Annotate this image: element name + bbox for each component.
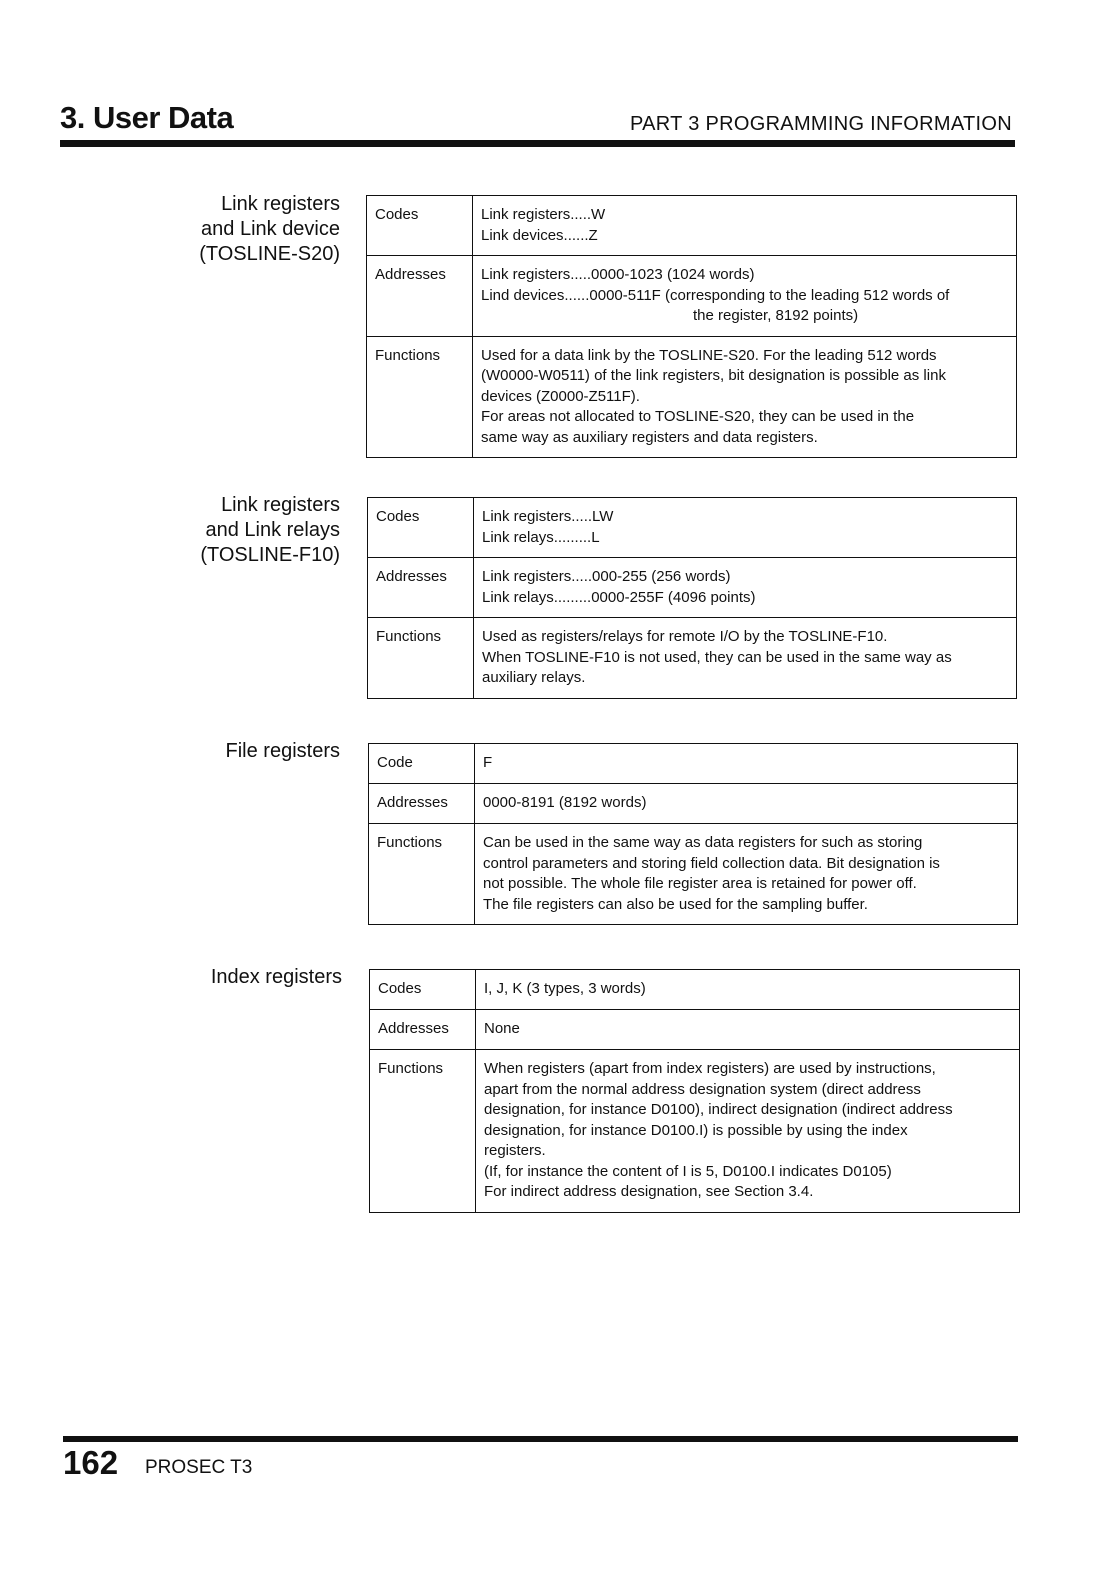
table-row	[369, 744, 1018, 784]
row-value: None	[476, 1010, 1020, 1050]
spec-table-tosline-f10	[367, 497, 1017, 699]
table-row	[370, 1010, 1020, 1050]
table-row	[368, 498, 1017, 558]
row-value: I, J, K (3 types, 3 words)	[476, 970, 1020, 1010]
row-key: Functions	[368, 618, 474, 699]
row-key: Functions	[369, 824, 475, 925]
section-label-file-registers: File registers	[225, 740, 340, 762]
section-label-tosline-f10: Link registers and Link relays (TOSLINE-F10)	[200, 494, 340, 566]
part-heading: PART 3 PROGRAMMING INFORMATION	[630, 113, 1012, 135]
table-row	[368, 618, 1017, 699]
row-value: F	[475, 744, 1018, 784]
row-value: Used as registers/relays for remote I/O by the TOSLINE-F10. When TOSLINE-F10 is not used, they can be used in the same way as auxiliary relays.	[474, 618, 1017, 699]
row-key: Codes	[370, 970, 476, 1010]
row-key: Addresses	[368, 558, 474, 618]
row-value: Used for a data link by the TOSLINE-S20. For the leading 512 words (W0000-W0511) of the link registers, bit designation is possible as link devices (Z0000-Z511F). For areas not allocated to TOSLINE-S20, they can be used in the same way as auxiliary registers and data registers.	[473, 336, 1017, 458]
product-name: PROSEC T3	[145, 1457, 253, 1478]
footer-rule	[63, 1436, 1018, 1442]
spec-table-index-registers	[369, 969, 1020, 1213]
row-key: Codes	[367, 196, 473, 256]
header-rule	[60, 140, 1015, 147]
table-row	[367, 196, 1017, 256]
row-key: Addresses	[369, 784, 475, 824]
table-row	[370, 1050, 1020, 1213]
section-label-tosline-s20: Link registers and Link device (TOSLINE-S20)	[199, 193, 340, 265]
table-row	[368, 558, 1017, 618]
table-row	[367, 256, 1017, 337]
table-row	[370, 970, 1020, 1010]
row-key: Addresses	[367, 256, 473, 337]
table-row	[369, 784, 1018, 824]
row-value: Link registers.....W Link devices......Z	[473, 196, 1017, 256]
row-value: Link registers.....0000-1023 (1024 words) Lind devices......0000-511F (corresponding to the leading 512 words of the register, 8192 points)	[473, 256, 1017, 337]
page-number: 162	[63, 1444, 119, 1481]
page-title: 3. User Data	[60, 100, 234, 135]
section-label-index-registers: Index registers	[210, 966, 342, 988]
table-row	[367, 336, 1017, 458]
row-key: Functions	[370, 1050, 476, 1213]
row-value: Link registers.....000-255 (256 words) Link relays.........0000-255F (4096 points)	[474, 558, 1017, 618]
row-value: 0000-8191 (8192 words)	[475, 784, 1018, 824]
row-key: Addresses	[370, 1010, 476, 1050]
row-key: Codes	[368, 498, 474, 558]
row-value: When registers (apart from index registers) are used by instructions, apart from the normal address designation system (direct address designation, for instance D0100), indirect designation (indirect address designation, for instance D0100.I) is possible by using the index registers. (If, for instance the content of I is 5, D0100.I indicates D0105) For indirect address designation, see Section 3.4.	[476, 1050, 1020, 1213]
row-value: Can be used in the same way as data registers for such as storing control parameters and storing field collection data. Bit designation is not possible. The whole file register area is retained for power off. The file registers can also be used for the sampling buffer.	[475, 824, 1018, 925]
spec-table-tosline-s20	[366, 195, 1017, 458]
row-key: Code	[369, 744, 475, 784]
row-key: Functions	[367, 336, 473, 458]
row-value: Link registers.....LW Link relays.........L	[474, 498, 1017, 558]
table-row	[369, 824, 1018, 925]
spec-table-file-registers	[368, 743, 1018, 925]
